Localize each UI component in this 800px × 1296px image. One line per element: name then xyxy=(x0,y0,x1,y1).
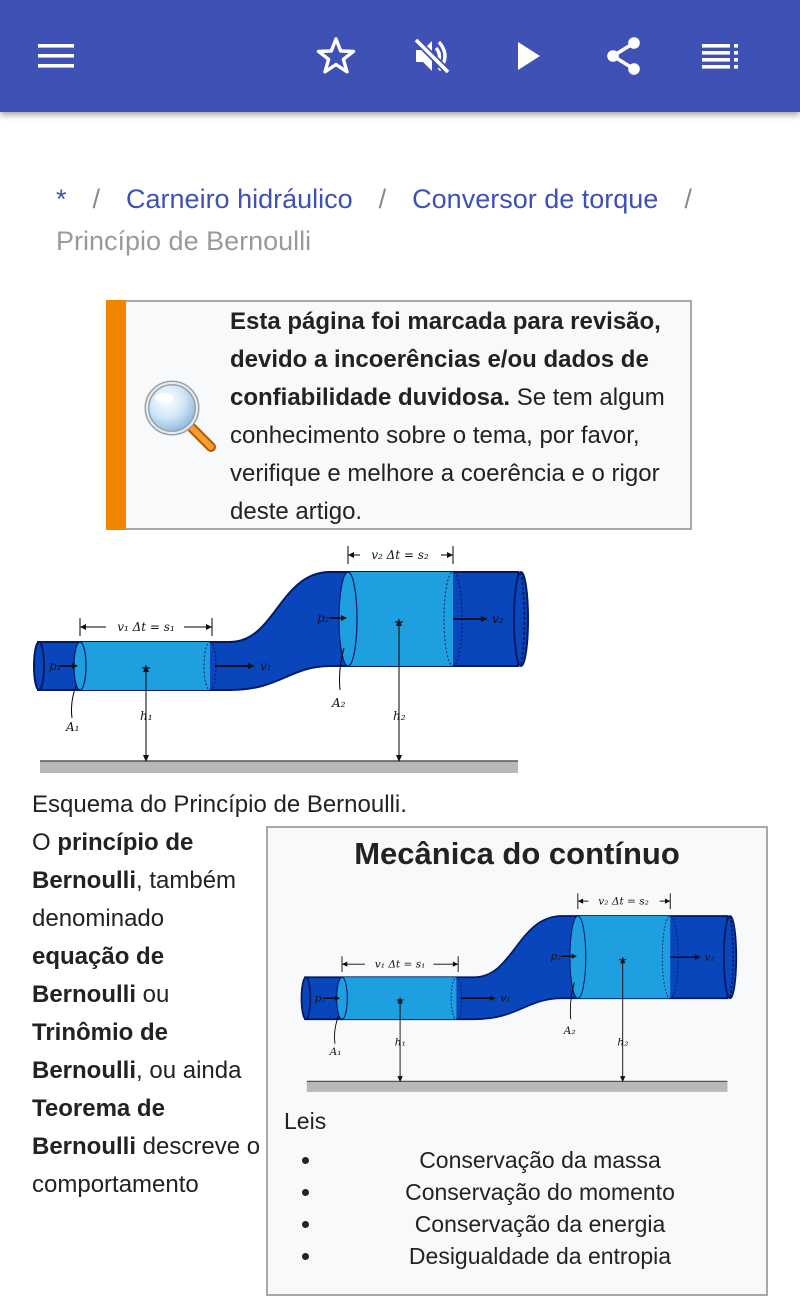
label-v1: v₁ xyxy=(500,992,511,1005)
bernoulli-diagram-small xyxy=(298,888,738,1098)
breadcrumb-separator: / xyxy=(92,184,101,214)
breadcrumb-item[interactable]: Conversor de torque xyxy=(412,184,659,214)
bookmark-button[interactable] xyxy=(308,28,364,84)
label-p1: p₁ xyxy=(314,992,326,1005)
notice-accent-bar xyxy=(106,300,126,530)
label-A2: A₂ xyxy=(332,696,346,710)
list-icon xyxy=(700,36,740,76)
play-button[interactable] xyxy=(500,28,556,84)
share-button[interactable] xyxy=(596,28,652,84)
menu-icon xyxy=(36,36,76,76)
law-link[interactable]: Desigualdade da entropia xyxy=(408,1243,672,1269)
fluid-volume-1 xyxy=(80,642,210,690)
article-paragraph xyxy=(32,824,262,1204)
list-item[interactable] xyxy=(268,1208,766,1240)
label-p1: p₁ xyxy=(49,659,62,673)
article-text: descreve o comportamento xyxy=(32,1133,261,1198)
list-item[interactable] xyxy=(268,1144,766,1176)
article-text: O xyxy=(32,829,58,856)
share-icon xyxy=(604,36,644,76)
article-term: Teorema de Bernoulli xyxy=(32,1095,165,1160)
label-h1: h₁ xyxy=(394,1036,406,1049)
bullet-icon xyxy=(302,1157,309,1164)
fluid-volume-2 xyxy=(348,572,453,666)
bullet-icon xyxy=(302,1253,309,1260)
breadcrumb xyxy=(56,178,756,262)
label-v2: v₂ xyxy=(704,951,715,964)
label-p2: p₂ xyxy=(317,611,330,625)
infobox-title: Mecânica do contínuo xyxy=(354,836,680,871)
article-text: ou xyxy=(136,981,170,1008)
breadcrumb-current: Princípio de Bernoulli xyxy=(56,226,312,256)
label-p2: p₂ xyxy=(550,950,562,963)
notice-text xyxy=(230,303,690,531)
label-h2: h₂ xyxy=(617,1036,629,1049)
label-s2: v₂ Δt = s₂ xyxy=(598,895,649,908)
label-v2: v₂ xyxy=(492,612,504,626)
breadcrumb-separator: / xyxy=(684,184,692,214)
mute-button[interactable] xyxy=(404,28,460,84)
ground xyxy=(40,761,518,773)
article-term: equação de Bernoulli xyxy=(32,943,165,1008)
label-s1: v₁ Δt = s₁ xyxy=(374,958,426,971)
article-term: princípio de Bernoulli xyxy=(32,829,194,894)
law-link[interactable]: Conservação da massa xyxy=(419,1147,661,1173)
figure-caption: Esquema do Princípio de Bernoulli. xyxy=(32,791,407,818)
article-text: , também denominado xyxy=(32,867,237,932)
article-term: Trinômio de Bernoulli xyxy=(32,1019,169,1084)
label-v1: v₁ xyxy=(260,659,272,673)
notice-bold-text: Esta página foi marcada para revisão, devido a incoerências e/ou dados de confiabilidade duvidosa. xyxy=(230,308,661,411)
law-link[interactable]: Conservação da energia xyxy=(414,1211,666,1237)
list-item[interactable] xyxy=(268,1176,766,1208)
volume-off-icon xyxy=(412,36,452,76)
contents-button[interactable] xyxy=(692,28,748,84)
bullet-icon xyxy=(302,1221,309,1228)
breadcrumb-item[interactable]: Carneiro hidráulico xyxy=(126,184,353,214)
app-toolbar xyxy=(0,0,800,112)
label-A1: A₁ xyxy=(329,1046,342,1059)
laws-heading: Leis xyxy=(284,1108,327,1134)
article-text: , ou ainda xyxy=(136,1057,242,1084)
label-A2: A₂ xyxy=(563,1025,576,1038)
label-h2: h₂ xyxy=(393,709,406,723)
review-notice xyxy=(106,300,692,530)
notice-body-text: Se tem algum conhecimento sobre o tema, por favor, verifique e melhore a coerência e o rigor deste artigo. xyxy=(230,384,665,525)
law-link[interactable]: Conservação do momento xyxy=(405,1179,675,1205)
laws-list xyxy=(268,1144,766,1272)
star-icon xyxy=(316,36,356,76)
label-s2: v₂ Δt = s₂ xyxy=(371,548,429,562)
breadcrumb-separator: / xyxy=(378,184,387,214)
menu-button[interactable] xyxy=(28,28,84,84)
breadcrumb-root[interactable]: * xyxy=(56,184,67,214)
label-s1: v₁ Δt = s₁ xyxy=(117,620,175,634)
play-icon xyxy=(508,36,548,76)
bullet-icon xyxy=(302,1189,309,1196)
bernoulli-diagram xyxy=(30,540,530,780)
magnifier-icon xyxy=(142,378,218,454)
infobox xyxy=(266,826,768,1296)
label-A1: A₁ xyxy=(66,720,80,734)
label-h1: h₁ xyxy=(140,709,153,723)
list-item[interactable] xyxy=(268,1240,766,1272)
